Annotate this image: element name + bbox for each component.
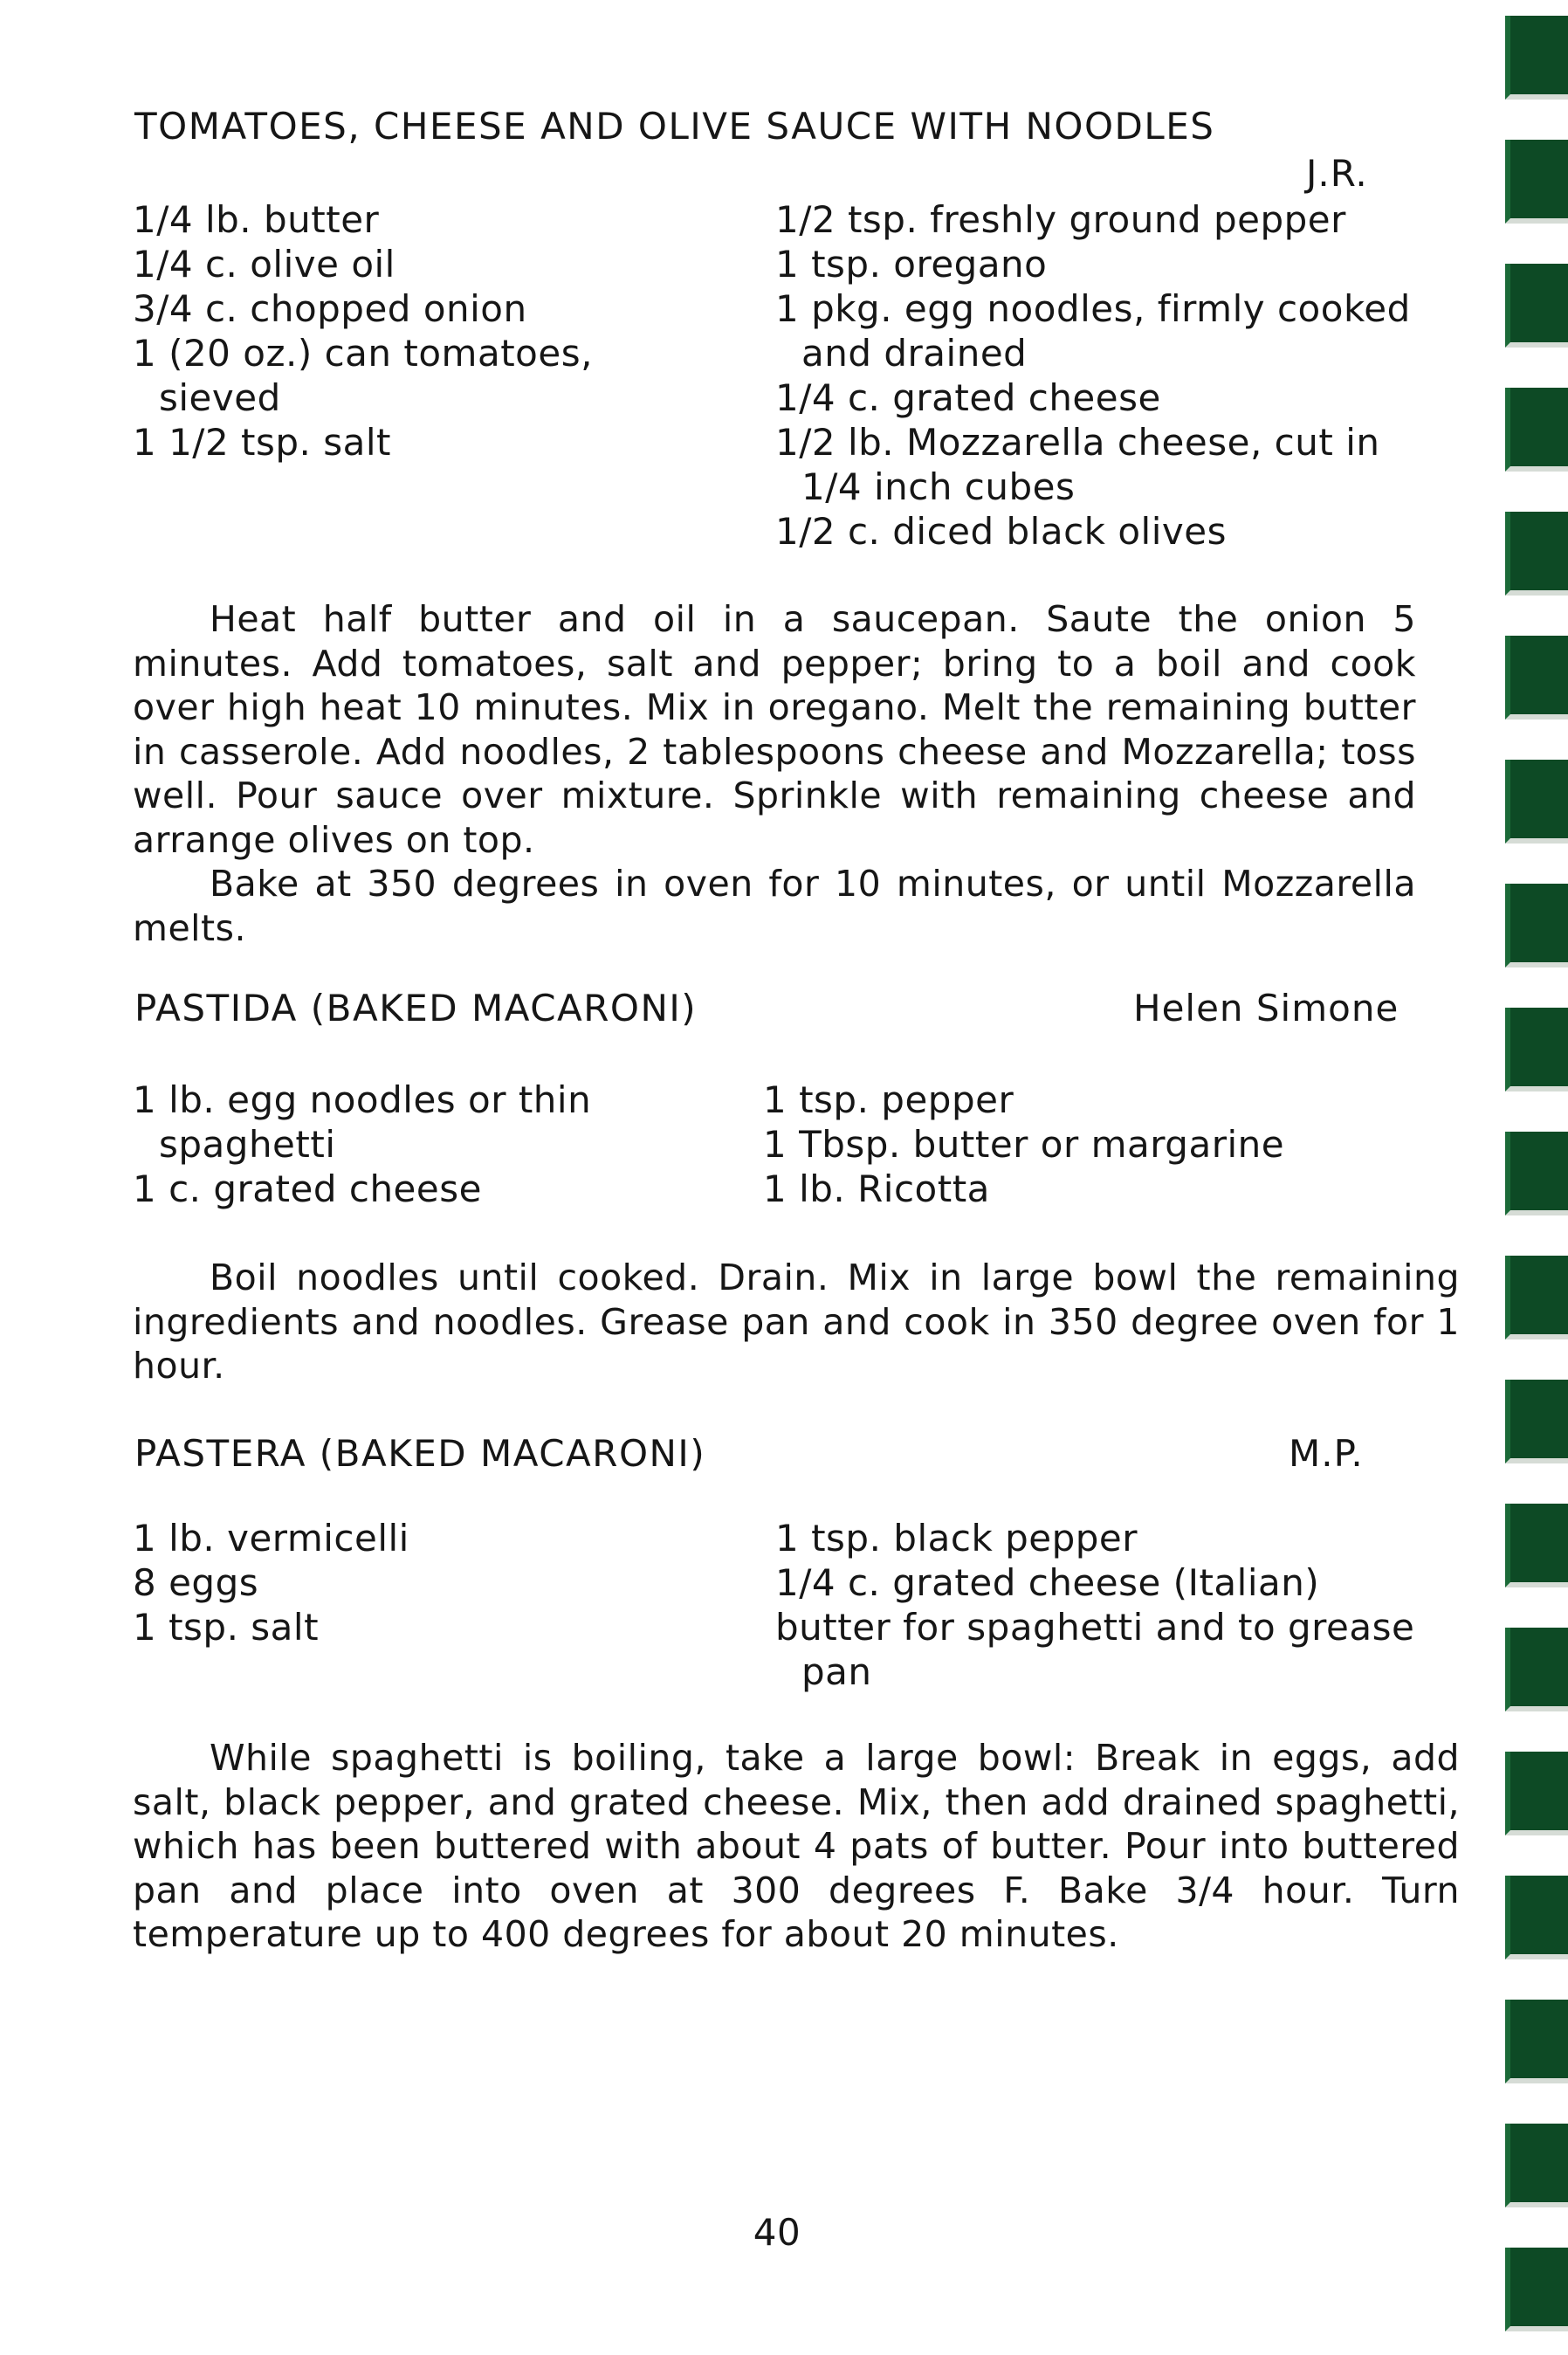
- ingredients-left-column: [133, 1078, 691, 1211]
- binding-tab: [1505, 512, 1568, 596]
- ingredient-item: 1 lb. vermicelli: [133, 1517, 409, 1560]
- binding-tab: [1505, 2000, 1568, 2083]
- page-number: 40: [753, 2211, 801, 2254]
- ingredient-item: 1 pkg. egg noodles, firmly cooked and drained: [775, 287, 1411, 375]
- ingredients-right-column: [775, 197, 1439, 554]
- directions-paragraph: Heat half butter and oil in a saucepan. Saute the onion 5 minutes. Add tomatoes, salt and pepper; bring to a boil and cook over high heat 10 minutes. Mix in oregano. Melt the remaining butter in casserole. Add noodles, 2 tablespoons cheese and Mozzarella; toss well. Pour sauce over mixture. Sprinkle with remaining cheese and arrange olives on top.: [133, 598, 1416, 861]
- ingredient-item: 1 1/2 tsp. salt: [133, 421, 391, 464]
- ingredient-item: 1 tsp. black pepper: [775, 1517, 1138, 1560]
- ingredient-item: 1/2 tsp. freshly ground pepper: [775, 198, 1346, 241]
- ingredients-right-column: [775, 1516, 1439, 1694]
- directions-paragraph: Boil noodles until cooked. Drain. Mix in large bowl the remaining ingredients and noodles. Grease pan and cook in 350 degree oven for 1 hour.: [133, 1257, 1460, 1387]
- recipe-title: PASTERA (BAKED MACARONI): [134, 1432, 706, 1475]
- recipe-author: Helen Simone: [1133, 987, 1400, 1029]
- recipe-author: M.P.: [1289, 1432, 1364, 1475]
- binding-tab: [1505, 636, 1568, 720]
- spiral-binding: [1502, 0, 1568, 2355]
- ingredient-item: 1 c. grated cheese: [133, 1167, 482, 1210]
- ingredients-left-column: [133, 1516, 691, 1649]
- binding-tab: [1505, 2248, 1568, 2331]
- ingredient-item: 1 lb. Ricotta: [763, 1167, 990, 1210]
- binding-tab: [1505, 1504, 1568, 1587]
- binding-tab: [1505, 1008, 1568, 1091]
- ingredients-right-column: [763, 1078, 1427, 1211]
- binding-tab: [1505, 2124, 1568, 2207]
- recipe-author: J.R.: [1306, 152, 1368, 195]
- binding-tab: [1505, 1628, 1568, 1711]
- recipe-title: TOMATOES, CHEESE AND OLIVE SAUCE WITH NOODLES: [134, 105, 1215, 148]
- binding-tab: [1505, 1132, 1568, 1215]
- recipe-title: PASTIDA (BAKED MACARONI): [134, 987, 698, 1029]
- binding-tab: [1505, 760, 1568, 844]
- ingredient-item: 1 tsp. pepper: [763, 1078, 1014, 1121]
- binding-tab: [1505, 16, 1568, 100]
- ingredient-item: 3/4 c. chopped onion: [133, 287, 527, 330]
- recipe-directions: [133, 597, 1416, 950]
- ingredient-item: 1/4 c. olive oil: [133, 243, 395, 286]
- binding-tab: [1505, 1752, 1568, 1835]
- binding-tab: [1505, 140, 1568, 224]
- ingredient-item: 1 lb. egg noodles or thin spaghetti: [133, 1078, 592, 1166]
- ingredient-item: butter for spaghetti and to grease pan: [775, 1606, 1415, 1693]
- ingredient-item: 1/4 c. grated cheese: [775, 376, 1161, 419]
- recipe-directions: [133, 1256, 1460, 1388]
- binding-tab: [1505, 1380, 1568, 1463]
- ingredient-item: 1 tsp. salt: [133, 1606, 320, 1649]
- binding-tab: [1505, 884, 1568, 967]
- ingredient-item: 1 Tbsp. butter or margarine: [763, 1123, 1285, 1166]
- ingredient-item: 1/4 lb. butter: [133, 198, 380, 241]
- ingredient-item: 1/4 c. grated cheese (Italian): [775, 1561, 1320, 1604]
- ingredient-item: 8 eggs: [133, 1561, 259, 1604]
- ingredient-item: 1 (20 oz.) can tomatoes, sieved: [133, 332, 593, 419]
- binding-tab: [1505, 1256, 1568, 1339]
- binding-tab: [1505, 1876, 1568, 1959]
- ingredient-item: 1/2 c. diced black olives: [775, 510, 1227, 553]
- ingredient-item: 1/2 lb. Mozzarella cheese, cut in 1/4 inch cubes: [775, 421, 1380, 508]
- directions-paragraph: While spaghetti is boiling, take a large bowl: Break in eggs, add salt, black pepper, and grated cheese. Mix, then add drained spaghetti, which has been buttered with about 4 pats of butter. Pour into buttered pan and place into oven at 300 degrees F. Bake 3/4 hour. Turn temperature up to 400 degrees for about 20 minutes.: [133, 1737, 1460, 1955]
- recipe-directions: [133, 1736, 1460, 1957]
- directions-paragraph: Bake at 350 degrees in oven for 10 minutes, or until Mozzarella melts.: [133, 863, 1416, 949]
- ingredient-item: 1 tsp. oregano: [775, 243, 1048, 286]
- binding-tab: [1505, 388, 1568, 472]
- binding-tab: [1505, 264, 1568, 348]
- ingredients-left-column: [133, 197, 691, 465]
